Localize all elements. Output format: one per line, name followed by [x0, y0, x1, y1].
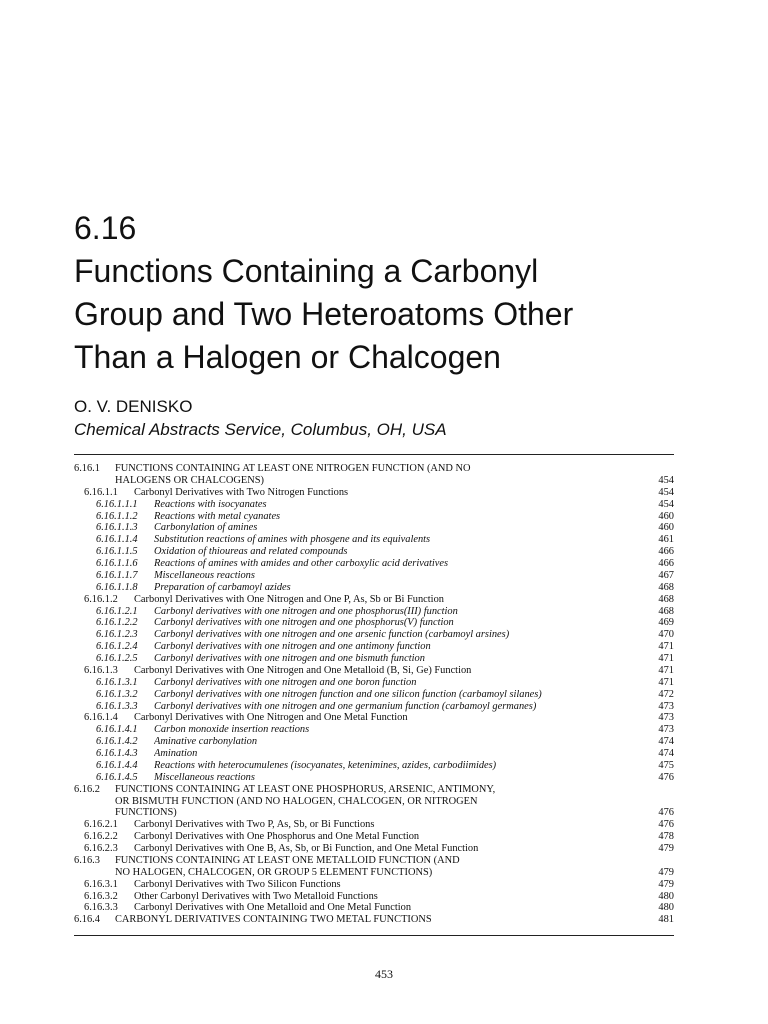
toc-entry [74, 641, 674, 653]
toc-entry [74, 594, 674, 606]
toc-entry-title: FUNCTIONS) [115, 807, 177, 819]
toc-entry-page: 478 [658, 831, 674, 843]
toc-entry-page: 475 [658, 759, 674, 771]
toc-entry-page: 479 [658, 866, 674, 878]
toc-entry-page: 474 [658, 736, 674, 748]
toc-entry-title: Carbonyl derivatives with one nitrogen and one bismuth function [154, 653, 425, 664]
toc-entry-number: 6.16.1.4.4 [96, 759, 138, 771]
toc-entry-number: 6.16.1.4.1 [96, 724, 138, 736]
toc-entry-number: 6.16.3.2 [84, 890, 118, 902]
toc-entry-title: Miscellaneous reactions [154, 771, 255, 783]
toc-entry-number: 6.16.3.1 [84, 878, 118, 890]
toc-entry-title: Carbonyl Derivatives with Two P, As, Sb, or Bi Functions [134, 819, 375, 831]
toc-entry-number: 6.16.3.3 [84, 902, 118, 914]
toc-entry-title: Carbonyl Derivatives with One Metalloid and One Metal Function [134, 902, 412, 914]
toc-entry-title: NO HALOGEN, CHALCOGEN, OR GROUP 5 ELEMENT FUNCTIONS) [115, 866, 433, 878]
toc-entry-page: 476 [658, 771, 674, 783]
toc-entry-number: 6.16.1.2.3 [96, 629, 138, 641]
toc-entry-number: 6.16.1.1.1 [96, 498, 138, 510]
toc-entry-title: FUNCTIONS CONTAINING AT LEAST ONE PHOSPHORUS, ARSENIC, ANTIMONY, [115, 783, 496, 795]
toc-entry-page: 454 [658, 498, 674, 510]
toc-entry-page: 479 [658, 843, 674, 854]
toc-entry-page: 480 [658, 902, 674, 914]
toc-entry-title: Reactions of amines with amides and other carboxylic acid derivatives [154, 558, 449, 569]
toc-entry-number: 6.16.1.2.2 [96, 617, 138, 629]
toc-entry-page: 476 [658, 807, 674, 819]
toc-entry [74, 701, 674, 713]
toc-entry-page: 468 [658, 593, 674, 605]
toc-entry [74, 677, 674, 689]
toc-entry [74, 807, 674, 819]
toc-entry-title: Oxidation of thioureas and related compounds [154, 546, 348, 558]
toc-entry [74, 463, 674, 475]
toc-entry-title: Other Carbonyl Derivatives with Two Metalloid Functions [134, 890, 378, 902]
toc-entry-title: Carbonyl Derivatives with Two Silicon Functions [134, 878, 341, 890]
toc-entry-title: Miscellaneous reactions [154, 569, 255, 581]
toc-entry-number: 6.16.1.2 [84, 593, 118, 605]
toc-entry-page: 479 [658, 878, 674, 890]
toc-entry [74, 760, 674, 772]
toc-entry-number: 6.16.1.4 [84, 712, 118, 724]
toc-entry-page: 460 [658, 522, 674, 534]
toc-entry [74, 653, 674, 665]
toc-entry [74, 689, 674, 701]
table-of-contents [74, 463, 674, 926]
toc-entry [74, 546, 674, 558]
toc-entry-title: FUNCTIONS CONTAINING AT LEAST ONE METALLOID FUNCTION (AND [115, 854, 460, 866]
toc-entry [74, 843, 674, 855]
toc-entry [74, 784, 674, 796]
toc-entry-title: Carbonyl derivatives with one nitrogen and one antimony function [154, 641, 431, 653]
toc-entry-page: 476 [658, 819, 674, 831]
toc-entry-title: Preparation of carbamoyl azides [154, 581, 291, 593]
toc-entry-number: 6.16.1.1.8 [96, 581, 138, 593]
toc-entry [74, 855, 674, 867]
bottom-divider [74, 935, 674, 936]
toc-entry [74, 570, 674, 582]
toc-entry-title: CARBONYL DERIVATIVES CONTAINING TWO METAL FUNCTIONS [115, 914, 432, 926]
toc-entry-page: 474 [658, 748, 674, 759]
toc-entry-title: Reactions with isocyanates [154, 498, 267, 510]
toc-entry [74, 712, 674, 724]
toc-entry [74, 724, 674, 736]
toc-entry-number: 6.16.1.1 [84, 486, 118, 498]
toc-entry-title: Reactions with heterocumulenes (isocyanates, ketenimines, azides, carbodiimides) [154, 759, 497, 771]
toc-entry-title: Carbonyl Derivatives with One Phosphorus and One Metal Function [134, 831, 420, 843]
toc-entry-page: 471 [658, 653, 674, 664]
toc-entry-page [644, 796, 674, 808]
toc-entry-number: 6.16.1.4.2 [96, 736, 138, 748]
toc-entry-page [644, 463, 674, 475]
top-divider [74, 454, 674, 455]
toc-entry-number: 6.16.3 [74, 854, 100, 866]
toc-entry-number: 6.16.1.2.5 [96, 653, 138, 664]
toc-entry-title: Carbonyl Derivatives with Two Nitrogen Functions [134, 486, 349, 498]
toc-entry [74, 914, 674, 926]
toc-entry-title: Carbonyl derivatives with one nitrogen and one phosphorus(V) function [154, 617, 454, 629]
toc-entry-title: Substitution reactions of amines with phosgene and its equivalents [154, 534, 431, 546]
toc-entry-page: 471 [658, 664, 674, 676]
toc-entry-page: 468 [658, 605, 674, 617]
toc-entry-number: 6.16.1.1.7 [96, 569, 138, 581]
toc-entry-page: 466 [658, 558, 674, 569]
toc-entry-title: Amination [154, 748, 198, 759]
toc-entry [74, 522, 674, 534]
toc-entry-page: 470 [658, 629, 674, 641]
toc-entry [74, 796, 674, 808]
toc-entry-page: 468 [658, 581, 674, 593]
toc-entry-number: 6.16.1.1.2 [96, 510, 138, 522]
toc-entry-title: Carbonyl Derivatives with One Nitrogen and One P, As, Sb or Bi Function [134, 593, 444, 605]
toc-entry [74, 582, 674, 594]
toc-entry [74, 736, 674, 748]
toc-entry-page: 469 [658, 617, 674, 629]
chapter-title-line: Than a Halogen or Chalcogen [74, 339, 501, 375]
toc-entry-title: Carbon monoxide insertion reactions [154, 724, 310, 736]
toc-entry-page: 454 [658, 474, 674, 486]
toc-entry [74, 487, 674, 499]
toc-entry-title: Carbonyl Derivatives with One B, As, Sb, or Bi Function, and One Metal Function [134, 843, 479, 854]
toc-entry [74, 617, 674, 629]
toc-entry-number: 6.16.1.1.3 [96, 522, 138, 534]
toc-entry-number: 6.16.1.3 [84, 664, 118, 676]
toc-entry-number: 6.16.4 [74, 914, 100, 926]
toc-entry [74, 558, 674, 570]
toc-entry [74, 879, 674, 891]
toc-entry-page: 454 [658, 486, 674, 498]
toc-entry-number: 6.16.1 [74, 463, 100, 474]
toc-entry-page: 460 [658, 510, 674, 522]
toc-entry-page: 472 [658, 688, 674, 700]
toc-entry-page: 467 [658, 569, 674, 581]
toc-entry-title: Aminative carbonylation [154, 736, 258, 748]
author-name: O. V. DENISKO [74, 397, 193, 416]
toc-entry [74, 606, 674, 618]
toc-entry [74, 867, 674, 879]
toc-entry-page: 473 [658, 700, 674, 712]
toc-entry-page: 480 [658, 890, 674, 902]
toc-entry [74, 819, 674, 831]
toc-entry-title: FUNCTIONS CONTAINING AT LEAST ONE NITROGEN FUNCTION (AND NO [115, 463, 471, 474]
toc-entry-page: 471 [658, 676, 674, 688]
toc-entry-page: 481 [658, 914, 674, 926]
chapter-title [74, 250, 714, 379]
toc-entry-number: 6.16.2.2 [84, 831, 118, 843]
toc-entry-page: 473 [658, 712, 674, 724]
toc-entry-number: 6.16.1.4.5 [96, 771, 138, 783]
toc-entry [74, 665, 674, 677]
toc-entry-title: Carbonyl derivatives with one nitrogen and one germanium function (carbamoyl germanes) [154, 700, 537, 712]
toc-entry-title: Carbonyl derivatives with one nitrogen and one boron function [154, 676, 417, 688]
toc-entry-title: Carbonyl Derivatives with One Nitrogen and One Metalloid (B, Si, Ge) Function [134, 664, 472, 676]
toc-entry [74, 629, 674, 641]
toc-entry-title: HALOGENS OR CHALCOGENS) [115, 474, 264, 486]
toc-entry [74, 499, 674, 511]
toc-entry-title: Carbonyl derivatives with one nitrogen function and one silicon function (carbamoyl silanes) [154, 688, 542, 700]
toc-entry-page: 461 [658, 534, 674, 546]
toc-entry-title: OR BISMUTH FUNCTION (AND NO HALOGEN, CHALCOGEN, OR NITROGEN [115, 795, 478, 807]
toc-entry [74, 831, 674, 843]
toc-entry-number: 6.16.2.3 [84, 843, 118, 854]
page-number: 453 [375, 967, 393, 981]
toc-entry-page: 473 [658, 724, 674, 736]
toc-entry-number: 6.16.2 [74, 783, 100, 795]
toc-entry [74, 891, 674, 903]
toc-entry-number: 6.16.1.3.1 [96, 676, 138, 688]
author-affiliation: Chemical Abstracts Service, Columbus, OH, USA [74, 420, 447, 439]
toc-entry-title: Reactions with metal cyanates [154, 510, 281, 522]
toc-entry-title: Carbonylation of amines [154, 522, 258, 534]
chapter-number: 6.16 [74, 210, 137, 246]
toc-entry-page [644, 855, 674, 867]
toc-entry-number: 6.16.1.2.4 [96, 641, 138, 653]
toc-entry-title: Carbonyl derivatives with one nitrogen and one phosphorus(III) function [154, 605, 458, 617]
toc-entry [74, 772, 674, 784]
toc-entry [74, 511, 674, 523]
toc-entry-page: 466 [658, 546, 674, 558]
toc-entry [74, 748, 674, 760]
toc-entry-number: 6.16.1.1.5 [96, 546, 138, 558]
toc-entry-number: 6.16.1.1.6 [96, 558, 138, 569]
toc-entry-number: 6.16.1.2.1 [96, 605, 138, 617]
toc-entry-page: 471 [658, 641, 674, 653]
toc-entry [74, 534, 674, 546]
toc-entry-number: 6.16.2.1 [84, 819, 118, 831]
toc-entry-title: Carbonyl Derivatives with One Nitrogen and One Metal Function [134, 712, 408, 724]
toc-entry-page [644, 784, 674, 796]
chapter-title-line: Group and Two Heteroatoms Other [74, 296, 574, 332]
toc-entry-number: 6.16.1.1.4 [96, 534, 138, 546]
toc-entry-number: 6.16.1.4.3 [96, 748, 138, 759]
toc-entry-title: Carbonyl derivatives with one nitrogen and one arsenic function (carbamoyl arsines) [154, 629, 510, 641]
toc-entry [74, 902, 674, 914]
toc-entry [74, 475, 674, 487]
toc-entry-number: 6.16.1.3.2 [96, 688, 138, 700]
chapter-title-line: Functions Containing a Carbonyl [74, 253, 539, 289]
toc-entry-number: 6.16.1.3.3 [96, 700, 138, 712]
